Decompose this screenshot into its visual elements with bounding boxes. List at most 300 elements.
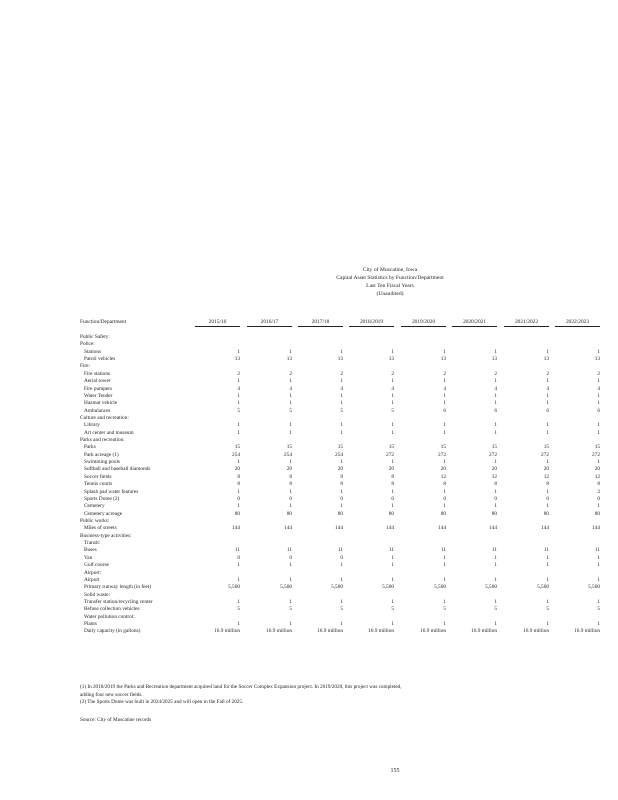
table-row	[80, 606, 618, 613]
row-value: 80	[286, 510, 292, 517]
row-value: 80	[234, 510, 240, 517]
row-value: 272	[438, 451, 446, 458]
row-value: 15	[234, 444, 240, 451]
row-value: 12	[440, 473, 446, 480]
row-value: 8	[597, 481, 600, 488]
row-value: 1	[289, 503, 292, 510]
row-value: 20	[543, 466, 549, 473]
row-value: 4	[237, 385, 240, 392]
row-value: 1	[546, 598, 549, 605]
row-label: Tennis courts	[84, 481, 113, 488]
row-value: 1	[597, 392, 600, 399]
row-value: 5,500	[485, 584, 497, 591]
row-value: 1	[443, 400, 446, 407]
row-value: 80	[337, 510, 343, 517]
report-title	[300, 266, 480, 298]
row-value: 4	[546, 385, 549, 392]
row-label: Water pollution control:	[84, 613, 135, 620]
table-row	[80, 570, 618, 577]
row-value: 8	[340, 473, 343, 480]
row-value: 1	[494, 488, 497, 495]
row-value: 15	[388, 444, 394, 451]
row-value: 1	[443, 459, 446, 466]
row-value: 5	[340, 606, 343, 613]
row-value: 254	[232, 451, 240, 458]
row-value: 13	[440, 356, 446, 363]
row-value: 1	[391, 400, 394, 407]
row-label: Miles of streets	[84, 525, 117, 532]
row-value: 2	[597, 488, 600, 495]
table-row	[80, 408, 618, 415]
row-value: 8	[289, 473, 292, 480]
row-value: 1	[494, 621, 497, 628]
row-value: 2	[597, 370, 600, 377]
row-value: 144	[438, 525, 446, 532]
row-value: 1	[237, 598, 240, 605]
row-value: 1	[237, 422, 240, 429]
row-value: 16.9 million	[214, 628, 240, 635]
table-row	[80, 518, 618, 525]
table-header	[80, 319, 618, 327]
row-value: 2	[494, 370, 497, 377]
row-value: 11	[543, 547, 549, 554]
row-value: 1	[340, 378, 343, 385]
table-row	[80, 400, 618, 407]
row-value: 144	[541, 525, 549, 532]
table-row	[80, 393, 618, 400]
table-row	[80, 628, 618, 635]
footnotes	[80, 684, 410, 707]
table-row	[80, 584, 618, 591]
footnote-2: (2) The Sports Dome was built in 2024/2025 and will open in the Fall of 2025.	[80, 699, 244, 706]
row-value: 1	[391, 621, 394, 628]
row-value: 11	[594, 547, 600, 554]
year-header: 2022/2023	[555, 319, 600, 327]
table-row	[80, 334, 618, 341]
row-value: 1	[340, 598, 343, 605]
row-value: 20	[594, 466, 600, 473]
row-value: 20	[234, 466, 240, 473]
row-value: 1	[340, 459, 343, 466]
row-value: 5,500	[331, 584, 343, 591]
row-value: 5,500	[434, 584, 446, 591]
row-value: 1	[237, 348, 240, 355]
row-value: 0	[391, 495, 394, 502]
row-value: 1	[237, 378, 240, 385]
row-value: 1	[443, 392, 446, 399]
row-value: 80	[594, 510, 600, 517]
row-value: 1	[597, 576, 600, 583]
row-value: 0	[289, 554, 292, 561]
row-value: 1	[443, 554, 446, 561]
row-value: 1	[289, 422, 292, 429]
row-value: 1	[391, 378, 394, 385]
table-row	[80, 363, 618, 370]
row-value: 8	[237, 473, 240, 480]
row-value: 5	[443, 606, 446, 613]
table-row	[80, 371, 618, 378]
row-value: 272	[592, 451, 600, 458]
table-row	[80, 614, 618, 621]
row-value: 2	[237, 370, 240, 377]
row-value: 1	[237, 621, 240, 628]
row-label: Police:	[80, 341, 95, 348]
row-label: Public works:	[80, 517, 110, 524]
row-value: 1	[289, 392, 292, 399]
table-row	[80, 437, 618, 444]
row-value: 5	[546, 606, 549, 613]
row-value: 2	[443, 370, 446, 377]
row-label: Sports Dome (2)	[84, 495, 120, 502]
year-header: 2019/2020	[401, 319, 446, 327]
row-value: 13	[594, 356, 600, 363]
row-value: 1	[289, 378, 292, 385]
row-value: 1	[289, 598, 292, 605]
function-department-header: Function/Department	[80, 319, 127, 325]
row-value: 1	[443, 378, 446, 385]
row-label: Cemetery acreage	[84, 510, 123, 517]
row-value: 1	[494, 392, 497, 399]
row-value: 0	[237, 554, 240, 561]
row-label: Park acreage (1)	[84, 451, 119, 458]
row-value: 5	[494, 606, 497, 613]
row-value: 1	[443, 429, 446, 436]
row-value: 144	[335, 525, 343, 532]
row-label: Airport	[84, 576, 100, 583]
table-row	[80, 592, 618, 599]
row-value: 4	[597, 385, 600, 392]
row-label: Fire stations	[84, 370, 111, 377]
table-row	[80, 444, 618, 451]
row-label: Stations	[84, 348, 102, 355]
row-value: 1	[443, 562, 446, 569]
row-value: 16.9 million	[266, 628, 292, 635]
row-value: 144	[489, 525, 497, 532]
row-value: 8	[237, 481, 240, 488]
row-value: 0	[237, 495, 240, 502]
row-value: 6	[494, 407, 497, 414]
row-value: 4	[391, 385, 394, 392]
row-value: 1	[597, 400, 600, 407]
row-value: 1	[443, 422, 446, 429]
row-value: 16.9 million	[420, 628, 446, 635]
row-value: 1	[494, 348, 497, 355]
row-value: 1	[494, 459, 497, 466]
row-value: 1	[494, 429, 497, 436]
row-label: Parks and recreation:	[80, 437, 125, 444]
row-value: 1	[237, 392, 240, 399]
row-value: 1	[289, 576, 292, 583]
row-value: 1	[597, 503, 600, 510]
row-label: Parks	[84, 444, 96, 451]
row-value: 1	[546, 621, 549, 628]
table-row	[80, 452, 618, 459]
row-value: 5	[237, 407, 240, 414]
row-value: 1	[546, 576, 549, 583]
row-value: 1	[443, 621, 446, 628]
row-value: 1	[597, 429, 600, 436]
row-value: 1	[494, 503, 497, 510]
row-value: 1	[494, 400, 497, 407]
row-label: Transit:	[84, 540, 101, 547]
table-row	[80, 489, 618, 496]
row-label: Culture and recreation:	[80, 414, 129, 421]
row-value: 15	[440, 444, 446, 451]
row-value: 1	[340, 422, 343, 429]
title-period: Last Ten Fiscal Years	[366, 283, 414, 289]
table-row	[80, 474, 618, 481]
row-value: 6	[443, 407, 446, 414]
table-row	[80, 386, 618, 393]
row-value: 5	[391, 407, 394, 414]
table-row	[80, 533, 618, 540]
row-value: 0	[597, 495, 600, 502]
capital-asset-table	[80, 334, 618, 636]
row-value: 8	[443, 481, 446, 488]
row-value: 1	[289, 621, 292, 628]
row-value: 0	[340, 554, 343, 561]
row-value: 1	[443, 503, 446, 510]
row-value: 1	[443, 598, 446, 605]
row-value: 5	[340, 407, 343, 414]
table-row	[80, 555, 618, 562]
row-value: 1	[597, 621, 600, 628]
row-value: 8	[391, 473, 394, 480]
row-label: Refuse collection vehicles	[84, 606, 140, 613]
table-row	[80, 341, 618, 348]
row-value: 0	[289, 495, 292, 502]
row-value: 20	[337, 466, 343, 473]
row-value: 5	[391, 606, 394, 613]
row-value: 1	[546, 488, 549, 495]
table-row	[80, 466, 618, 473]
row-value: 1	[391, 459, 394, 466]
row-value: 2	[340, 370, 343, 377]
row-value: 12	[543, 473, 549, 480]
row-value: 1	[597, 348, 600, 355]
year-header: 2016/17	[247, 319, 292, 327]
row-value: 80	[491, 510, 497, 517]
row-value: 15	[491, 444, 497, 451]
row-value: 13	[337, 356, 343, 363]
row-label: Fire:	[80, 363, 91, 370]
row-value: 5	[237, 606, 240, 613]
row-value: 15	[594, 444, 600, 451]
footnote-1: (1) In 2018/2019 the Parks and Recreation department acquired land for the Soccer Complex Expansion project. In 2019/2020, this project was completed, adding four new soccer fields.	[80, 684, 402, 698]
row-value: 272	[489, 451, 497, 458]
year-header: 2020/2021	[452, 319, 497, 327]
row-value: 2	[391, 370, 394, 377]
row-value: 4	[340, 385, 343, 392]
row-value: 16.9 million	[317, 628, 343, 635]
row-label: Hazmat vehicle	[84, 400, 118, 407]
row-value: 144	[232, 525, 240, 532]
row-value: 1	[391, 392, 394, 399]
row-value: 1	[494, 422, 497, 429]
row-value: 0	[546, 495, 549, 502]
row-value: 1	[494, 554, 497, 561]
row-value: 1	[546, 503, 549, 510]
row-value: 1	[546, 422, 549, 429]
source-note: Source: City of Muscatine records	[80, 717, 152, 723]
row-value: 5,500	[280, 584, 292, 591]
row-value: 1	[237, 459, 240, 466]
row-value: 1	[597, 422, 600, 429]
row-value: 1	[597, 554, 600, 561]
row-value: 1	[237, 400, 240, 407]
row-value: 11	[286, 547, 292, 554]
row-value: 20	[491, 466, 497, 473]
row-value: 2	[289, 370, 292, 377]
row-value: 1	[237, 488, 240, 495]
row-value: 1	[494, 562, 497, 569]
row-value: 8	[494, 481, 497, 488]
table-row	[80, 562, 618, 569]
row-value: 1	[340, 576, 343, 583]
row-value: 1	[391, 576, 394, 583]
row-value: 1	[289, 488, 292, 495]
row-value: 1	[546, 392, 549, 399]
table-row	[80, 459, 618, 466]
row-value: 11	[388, 547, 394, 554]
row-value: 1	[597, 378, 600, 385]
row-value: 0	[443, 495, 446, 502]
row-value: 12	[491, 473, 497, 480]
row-value: 6	[546, 407, 549, 414]
row-value: 1	[597, 598, 600, 605]
row-value: 1	[340, 400, 343, 407]
row-value: 1	[340, 503, 343, 510]
row-label: Van	[84, 554, 93, 561]
row-label: Library	[84, 422, 100, 429]
table-row	[80, 577, 618, 584]
row-value: 5	[597, 606, 600, 613]
row-value: 4	[289, 385, 292, 392]
row-value: 5,500	[537, 584, 549, 591]
row-value: 1	[340, 621, 343, 628]
row-value: 1	[340, 562, 343, 569]
row-value: 1	[494, 598, 497, 605]
row-value: 1	[546, 400, 549, 407]
year-header: 2017/18	[298, 319, 343, 327]
title-report-name: Capital Asset Statistics by Function/Department	[336, 275, 444, 281]
row-value: 80	[543, 510, 549, 517]
row-value: 11	[440, 547, 446, 554]
row-value: 1	[340, 488, 343, 495]
row-value: 6	[597, 407, 600, 414]
row-label: Plants	[84, 621, 97, 628]
row-label: Water Tender	[84, 392, 113, 399]
row-value: 8	[546, 481, 549, 488]
row-value: 1	[391, 503, 394, 510]
row-value: 272	[386, 451, 394, 458]
table-row	[80, 378, 618, 385]
row-label: Art center and museum	[84, 429, 134, 436]
table-row	[80, 481, 618, 488]
row-value: 12	[594, 473, 600, 480]
row-label: Solid waste:	[84, 591, 111, 598]
table-row	[80, 503, 618, 510]
row-value: 1	[494, 576, 497, 583]
row-value: 2	[546, 370, 549, 377]
row-value: 8	[391, 481, 394, 488]
row-value: 4	[494, 385, 497, 392]
row-value: 1	[546, 459, 549, 466]
row-value: 1	[494, 378, 497, 385]
page-number: 155	[390, 768, 400, 774]
row-label: Buses	[84, 547, 97, 554]
table-row	[80, 599, 618, 606]
row-value: 1	[237, 576, 240, 583]
row-value: 1	[546, 378, 549, 385]
row-label: Fire pumpers	[84, 385, 113, 392]
row-value: 1	[289, 562, 292, 569]
row-value: 144	[386, 525, 394, 532]
row-value: 1	[597, 562, 600, 569]
table-row	[80, 356, 618, 363]
row-label: Ambulances	[84, 407, 111, 414]
row-value: 1	[443, 348, 446, 355]
row-value: 0	[340, 495, 343, 502]
row-value: 1	[237, 562, 240, 569]
row-label: Public Safety:	[80, 334, 110, 340]
row-value: 1	[391, 422, 394, 429]
row-value: 1	[546, 554, 549, 561]
row-label: Patrol vehicles	[84, 356, 116, 363]
row-value: 1	[237, 503, 240, 510]
row-label: Golf course	[84, 562, 109, 569]
row-value: 8	[340, 481, 343, 488]
row-value: 254	[335, 451, 343, 458]
row-value: 13	[388, 356, 394, 363]
title-unaudited: (Unaudited)	[376, 291, 404, 297]
row-value: 15	[543, 444, 549, 451]
row-label: Business-type activities:	[80, 532, 132, 539]
row-value: 4	[443, 385, 446, 392]
row-value: 0	[494, 495, 497, 502]
table-row	[80, 496, 618, 503]
row-value: 11	[337, 547, 343, 554]
row-value: 1	[597, 459, 600, 466]
row-value: 1	[391, 429, 394, 436]
row-label: Soccer fields	[84, 473, 112, 480]
row-label: Swimming pools	[84, 459, 121, 466]
row-value: 1	[289, 348, 292, 355]
table-row	[80, 422, 618, 429]
row-value: 1	[289, 429, 292, 436]
row-value: 16.9 million	[523, 628, 549, 635]
row-value: 5	[289, 606, 292, 613]
row-value: 144	[284, 525, 292, 532]
table-row	[80, 349, 618, 356]
row-value: 13	[543, 356, 549, 363]
row-label: Cemetery	[84, 503, 105, 510]
row-value: 20	[440, 466, 446, 473]
year-header: 2021/2022	[504, 319, 549, 327]
row-value: 1	[546, 348, 549, 355]
table-row	[80, 621, 618, 628]
row-value: 80	[388, 510, 394, 517]
row-value: 16.9 million	[368, 628, 394, 635]
row-value: 13	[234, 356, 240, 363]
row-value: 11	[491, 547, 497, 554]
row-value: 1	[391, 598, 394, 605]
row-value: 1	[391, 554, 394, 561]
year-header: 2015/16	[195, 319, 240, 327]
row-value: 15	[337, 444, 343, 451]
row-label: Primary runway length (in feet)	[84, 584, 152, 591]
row-value: 1	[289, 459, 292, 466]
